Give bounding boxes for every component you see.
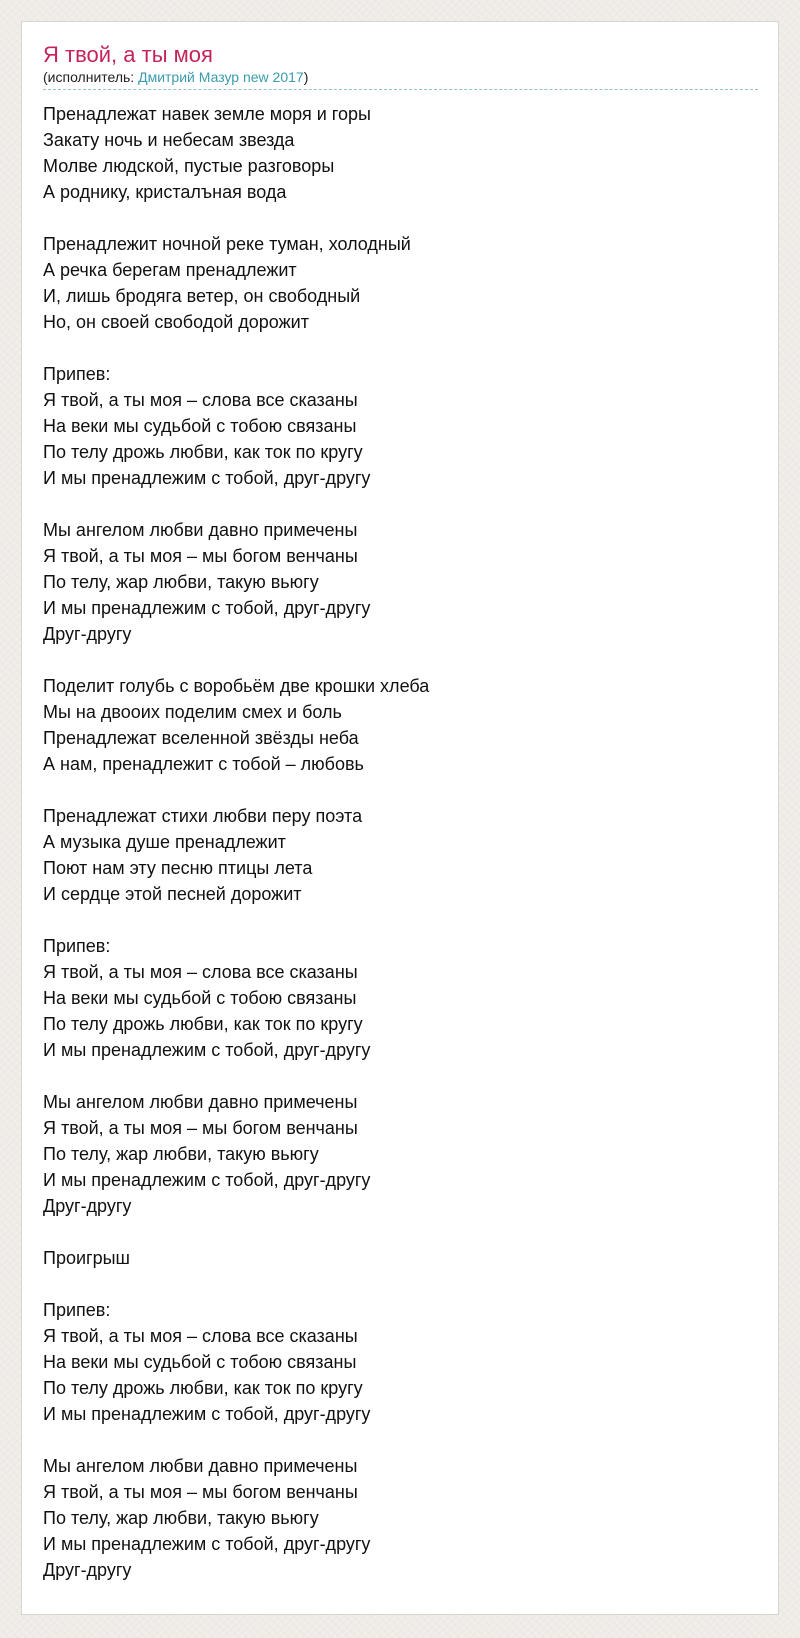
lyric-line: И мы пренадлежим с тобой, друг-другу	[43, 468, 371, 488]
stanza-break	[43, 1219, 778, 1245]
lyric-line: А музыка душе пренадлежит	[43, 832, 286, 852]
stanza-break	[43, 907, 778, 933]
artist-line	[43, 68, 758, 90]
lyric-line: На веки мы судьбой с тобою связаны	[43, 988, 357, 1008]
lyric-line: И мы пренадлежим с тобой, друг-другу	[43, 1040, 371, 1060]
lyric-line: Друг-другу	[43, 1560, 132, 1580]
stanza-break	[43, 1063, 778, 1089]
lyric-line: Друг-другу	[43, 1196, 132, 1216]
lyric-line: Припев:	[43, 936, 111, 956]
lyric-line: Друг-другу	[43, 624, 132, 644]
lyric-line: По телу, жар любви, такую вьюгу	[43, 1144, 319, 1164]
lyric-line: Мы ангелом любви давно примечены	[43, 1456, 358, 1476]
lyric-line: Пренадлежит ночной реке туман, холодный	[43, 234, 411, 254]
lyric-line: И сердце этой песней дорожит	[43, 884, 302, 904]
lyric-line: Я твой, а ты моя – слова все сказаны	[43, 962, 358, 982]
stanza-break	[43, 205, 778, 231]
song-title: Я твой, а ты моя	[43, 42, 213, 67]
lyric-line: Я твой, а ты моя – мы богом венчаны	[43, 1482, 358, 1502]
lyric-line: Пренадлежат навек земле моря и горы	[43, 104, 371, 124]
artist-link[interactable]: Дмитрий Мазур new 2017	[138, 69, 304, 85]
lyric-line: Поют нам эту песню птицы лета	[43, 858, 313, 878]
lyric-line: По телу дрожь любви, как ток по кругу	[43, 1378, 363, 1398]
lyric-line: А роднику, кристалъная вода	[43, 182, 287, 202]
lyric-line: Молве людской, пустые разговоры	[43, 156, 335, 176]
lyric-line: И мы пренадлежим с тобой, друг-другу	[43, 1404, 371, 1424]
lyric-line: Но, он своей свободой дорожит	[43, 312, 309, 332]
lyric-line: Проигрыш	[43, 1248, 130, 1268]
lyric-line: И мы пренадлежим с тобой, друг-другу	[43, 1170, 371, 1190]
lyric-line: Мы ангелом любви давно примечены	[43, 1092, 358, 1112]
lyric-line: На веки мы судьбой с тобою связаны	[43, 1352, 357, 1372]
lyric-line: Пренадлежат стихи любви перу поэта	[43, 806, 363, 826]
lyrics-text	[43, 101, 778, 1583]
lyric-line: И мы пренадлежим с тобой, друг-другу	[43, 1534, 371, 1554]
stanza-break	[43, 1427, 778, 1453]
lyric-line: А речка берегам пренадлежит	[43, 260, 297, 280]
stanza-break	[43, 777, 778, 803]
lyric-line: Я твой, а ты моя – слова все сказаны	[43, 390, 358, 410]
lyric-line: А нам, пренадлежит с тобой – любовь	[43, 754, 364, 774]
stanza-break	[43, 1271, 778, 1297]
lyric-line: По телу дрожь любви, как ток по кругу	[43, 442, 363, 462]
lyric-line: По телу, жар любви, такую вьюгу	[43, 572, 319, 592]
lyric-line: Пренадлежат вселенной звёзды неба	[43, 728, 359, 748]
lyric-line: Мы ангелом любви давно примечены	[43, 520, 358, 540]
lyric-line: Я твой, а ты моя – слова все сказаны	[43, 1326, 358, 1346]
lyric-line: Мы на двооих поделим смех и боль	[43, 702, 342, 722]
stanza-break	[43, 335, 778, 361]
lyric-line: Закату ночь и небесам звезда	[43, 130, 295, 150]
lyric-line: Я твой, а ты моя – мы богом венчаны	[43, 1118, 358, 1138]
stanza-break	[43, 647, 778, 673]
lyric-line: И мы пренадлежим с тобой, друг-другу	[43, 598, 371, 618]
lyric-line: Я твой, а ты моя – мы богом венчаны	[43, 546, 358, 566]
lyric-line: Припев:	[43, 364, 111, 384]
lyric-line: Припев:	[43, 1300, 111, 1320]
stanza-break	[43, 491, 778, 517]
lyric-line: Поделит голубь с воробьём две крошки хлеба	[43, 676, 430, 696]
lyric-line: По телу, жар любви, такую вьюгу	[43, 1508, 319, 1528]
lyric-line: И, лишь бродяга ветер, он свободный	[43, 286, 361, 306]
artist-suffix: )	[303, 69, 309, 85]
artist-prefix: (исполнитель:	[43, 69, 139, 85]
lyric-line: По телу дрожь любви, как ток по кругу	[43, 1014, 363, 1034]
lyrics-card	[21, 21, 779, 1615]
lyric-line: На веки мы судьбой с тобою связаны	[43, 416, 357, 436]
